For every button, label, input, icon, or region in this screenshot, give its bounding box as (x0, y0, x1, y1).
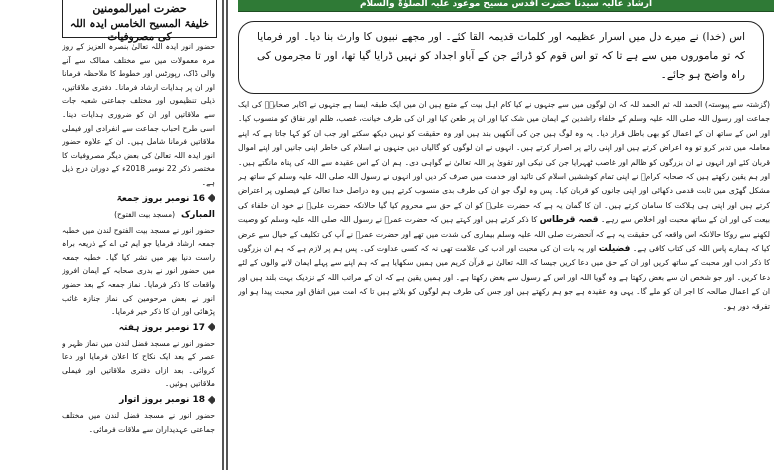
section-text: حضور انور نے مسجد بیت الفتوح لندن میں خطبہ جمعہ ارشاد فرمایا جو ایم ٹی اے کے ذریعہ براہ راست دنیا بھر میں نشر کیا گیا۔ خطبہ جمعہ میں حضور انور نے بدری صحابہ کے ایمان افروز واقعات کا ذکر فرمایا۔ نماز جمعہ کے بعد حضور انور نے بعض مرحومین کی نماز جنازہ غائب پڑھائی اور ان کا ذکر خیر فرمایا۔ (62, 225, 215, 317)
quote-text: اس (خدا) نے میرے دل میں اسرار عظیمہ اور کلمات قدیمہ القا کئے۔ اور مجھے نبیوں کا وارث بنا دیا۔ اور فرمایا کہ تو ماموروں میں سے ہے تا کہ تو اس قوم کو ڈرائے جن کے آباو اجداد کو نہیں ڈرایا گیا تھا، اور تا مجرموں کی راہ واضح ہو جائے۔ (257, 31, 745, 81)
diamond-bullet-icon (208, 395, 215, 403)
banner-text: ارشاد عالیہ سیدنا حضرت اقدس مسیح موعود علیہ الصلوٰۃ والسلام (359, 0, 653, 9)
section-heading (62, 321, 215, 336)
top-banner (238, 0, 774, 12)
article-highlight-1: قصہ قرطاس (539, 215, 599, 226)
left-intro-text: حضور انور ایدہ اللہ تعالیٰ بنصرہ العزیز کے روز مرہ معمولات میں سے مختلف ممالک سے آنے والی ڈاک، رپورٹس اور خطوط کا ملاحظہ فرمانا اور ان پر ہدایات ارشاد فرمانا۔ دفتری ملاقاتیں، ذیلی تنظیموں اور مختلف جماعتی شعبہ جات سے ملاقاتیں اور ان کو ضروری ہدایات دینا۔ اسی طرح احباب جماعت سے انفرادی اور فیملی ملاقاتیں فرمانا شامل ہیں۔ ان کے علاوہ حضور انور ایدہ اللہ تعالیٰ کی بعض دیگر مصروفیات کا مختصر ذکر 22 نومبر 2018ء کے دوران درج ذیل ہے۔ (62, 42, 215, 187)
quote-box (238, 21, 764, 94)
column-divider (222, 0, 228, 470)
section-heading-tag: (مسجد بیت الفتوح) (114, 209, 176, 219)
section-text: حضور انور نے مسجد فضل لندن میں نماز ظہر و عصر کے بعد ایک نکاح کا اعلان فرمایا اور دعا کروائی۔ بعد ازاں دفتری ملاقاتیں اور فیملی ملاقاتیں ہوئیں۔ (62, 338, 215, 389)
left-header-line-1: حضرت امیرالمومنین (92, 2, 187, 15)
section-heading (62, 192, 215, 223)
section-heading (62, 393, 215, 408)
section-heading-text: 18 نومبر بروز اتوار (119, 395, 205, 406)
main-article (238, 98, 770, 470)
article-text (238, 98, 770, 314)
diamond-bullet-icon (208, 194, 215, 202)
section-heading-text: 16 نومبر بروز جمعۃ المبارک (116, 193, 215, 220)
diamond-bullet-icon (208, 323, 215, 331)
left-column-body (62, 40, 215, 470)
left-column (0, 0, 218, 470)
section-text: حضور انور نے مسجد فضل لندن میں مختلف جماعتی عہدیداران سے ملاقات فرمائی۔ (62, 411, 215, 434)
article-highlight-2: فضیلت (598, 244, 631, 255)
right-column (232, 0, 780, 470)
left-column-header (62, 0, 217, 43)
article-paragraph-3: اور یہ بات ان کی محبت اور ادب کی علامت تھی نہ کہ کسی عداوت کی۔ پس ہم پر لازم ہے کہ ہم ان بزرگوں کا ذکر ادب اور محبت کے ساتھ کریں اور ان کے حق میں دعا کریں جیسا کہ اللہ تعالیٰ نے قرآن کریم میں ہمیں سکھایا ہے کہ ہم اپنے سے پہلے ایمان لانے والوں کے لئے دعا کریں۔ اور جو شخص ان سے بغض رکھتا ہے وہ گویا اللہ اور اس کے رسول سے بغض رکھتا ہے۔ اور ہمیں یقین ہے کہ ان کے مراتب اللہ کے نزدیک بہت بلند ہیں اور ان کے اعمال صالحہ کا اجر ان کو ملے گا۔ یہی وہ عقیدہ ہے جو ہم رکھتے ہیں اور جس کی طرف ہم لوگوں کو بلاتے ہیں تا کہ امت میں اتفاق اور محبت پیدا ہو اور تفرقہ دور ہو۔ (238, 244, 770, 311)
section-heading-text: 17 نومبر بروز ہفتہ (118, 322, 205, 333)
article-paragraph-1: (گزشتہ سے پیوستہ) الحمد للہ ثم الحمد للہ کہ ان لوگوں میں سے جنہوں نے کیا کام اہل بیت کے متبع ہیں ان میں ایک طبقہ ایسا ہے جنہوں نے اکابر صحابہؓ کی ایک جماعت اور رسول اللہ صلی اللہ علیہ وسلم کے خلفاء راشدین کے ایمان میں شک کیا اور ان پر طعن کیا اور ان کی طرف خیانت، غصب، ظلم اور نفاق کو منسوب کیا۔ اور اس کے ساتھ ان کے اعمال کو بھی باطل قرار دیا۔ یہ وہ لوگ ہیں جن کی آنکھیں بند ہیں اور وہ حقیقت کو نہیں دیکھ سکتے اور جب ان کو کہا جاتا ہے کہ اپنے معاملہ میں تدبر کرو تو وہ اعراض کرتے ہیں اور اپنی رائے پر اصرار کرتے ہیں۔ انہوں نے ان لوگوں کو گالیاں دیں جنہوں نے اسلام کی خاطر اپنی جانیں اور اپنے اموال قربان کئے اور انہوں نے ان بزرگوں کو ظالم اور غاصب ٹھہرایا جن کی نیکی اور تقویٰ پر اللہ تعالیٰ نے گواہی دی۔ ہم ان کے اس عقیدہ سے اللہ کی پناہ مانگتے ہیں۔ اور ہم یقین رکھتے ہیں کہ صحابہ کرامؓ نے اپنی تمام کوششیں اسلام کی تائید اور خدمت میں صرف کر دیں اور انہوں نے رسول اللہ صلی اللہ علیہ وسلم کے ساتھ ہر مشکل گھڑی میں ثابت قدمی دکھائی اور اپنی جانوں کو قربان کیا۔ پس وہ لوگ جو ان کی طرف بدی منسوب کرتے ہیں وہ دراصل خدا تعالیٰ کے فیصلوں پر اعتراض کرتے ہیں اور اپنی ہی ہلاکت کا سامان کرتے ہیں۔ ان کا گمان یہ ہے کہ حضرت علیؓ کو ان کے حق سے محروم کیا گیا حالانکہ حضرت علیؓ نے خود ان خلفاء کی بیعت کی اور ان کے ساتھ محبت اور اخلاص سے رہے۔ (238, 100, 770, 225)
article-paragraph-2: کا ذکر کرتے ہیں اور کہتے ہیں کہ حضرت عمرؓ نے رسول اللہ صلی اللہ علیہ وسلم کو وصیت لکھنے سے روکا حالانکہ اس واقعہ کی حقیقت یہ ہے کہ آنحضرت صلی اللہ علیہ وسلم بیماری کی شدت میں تھے اور حضرت عمرؓ نے آپ کی تکلیف کے خیال سے عرض کیا کہ ہمارے پاس اللہ کی کتاب کافی ہے۔ (238, 215, 770, 254)
left-header-line-2: خلیفۃ المسیح الخامس ایدہ اللہ کی مصروفیات (69, 18, 210, 43)
